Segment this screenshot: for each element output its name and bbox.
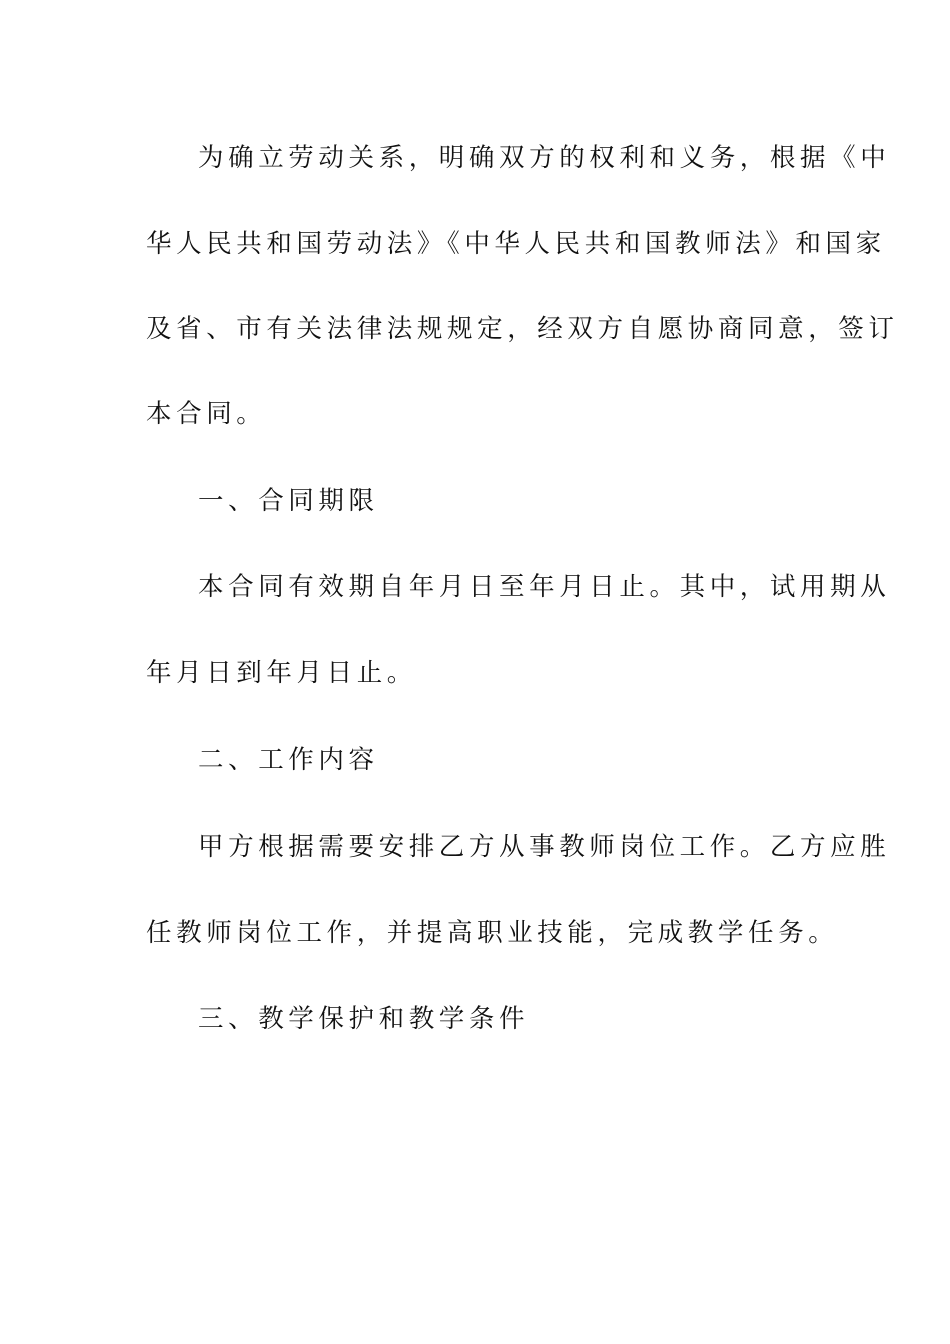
paragraph-term-line-2: 年月日到年月日止。 [146,658,417,688]
section-heading-teaching-conditions: 三、教学保护和教学条件 [198,1004,530,1034]
paragraph-work-line-2: 任教师岗位工作，并提高职业技能，完成教学任务。 [146,918,839,948]
paragraph-intro-line-3: 及省、市有关法律法规规定，经双方自愿协商同意，签订 [146,314,899,344]
paragraph-intro-line-2: 华人民共和国劳动法》《中华人民共和国教师法》和国家 [146,229,886,259]
paragraph-intro-line-4: 本合同。 [146,399,267,429]
paragraph-intro-line-1: 为确立劳动关系，明确双方的权利和义务，根据《中 [198,143,891,173]
section-heading-work-content: 二、工作内容 [198,745,379,775]
section-heading-contract-term: 一、合同期限 [198,486,379,516]
paragraph-term-line-1: 本合同有效期自年月日至年月日止。其中，试用期从 [198,572,891,602]
paragraph-work-line-1: 甲方根据需要安排乙方从事教师岗位工作。乙方应胜 [198,832,891,862]
